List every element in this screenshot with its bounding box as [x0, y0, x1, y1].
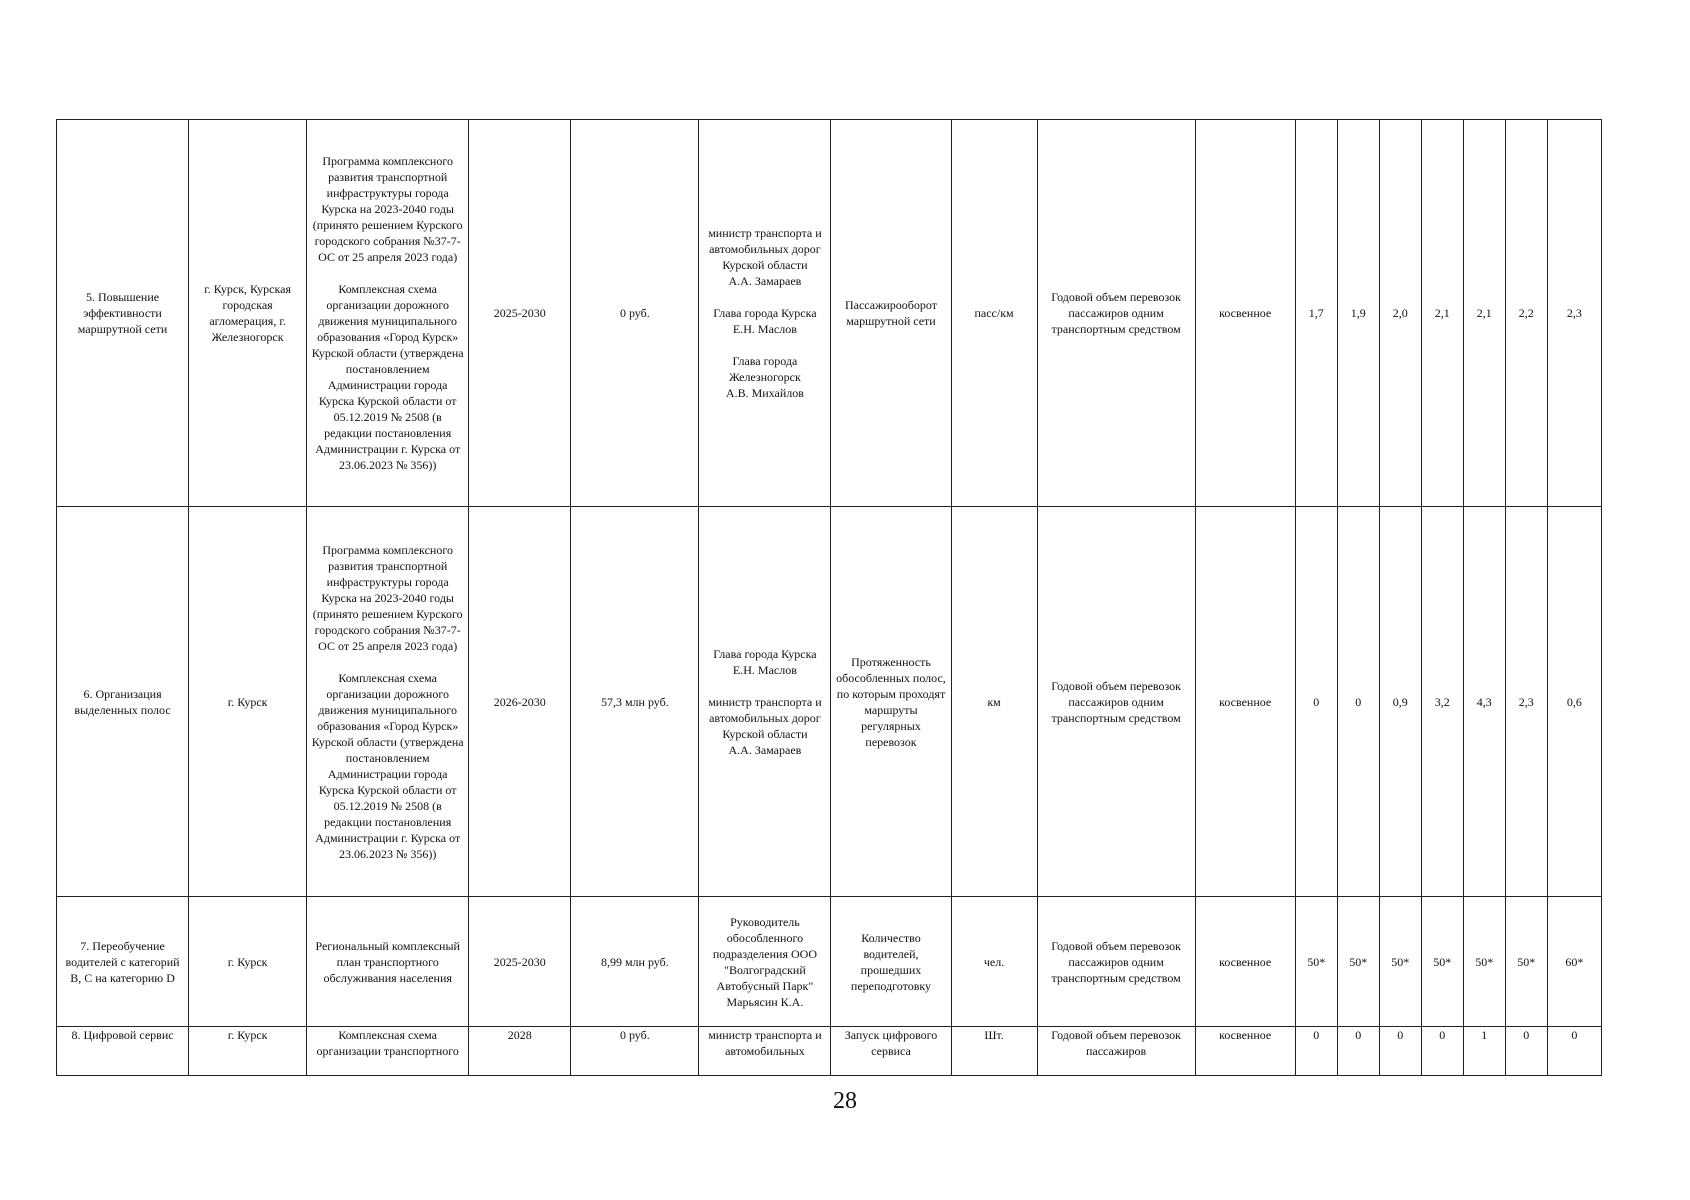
value-cell: 50* [1463, 897, 1505, 1027]
value-cell: 1,9 [1337, 120, 1379, 507]
value-cell: 2,1 [1421, 120, 1463, 507]
value-cell: 2,3 [1547, 120, 1601, 507]
value-cell: 2,0 [1379, 120, 1421, 507]
basis-documents: Комплексная схема организации транспортного [307, 1027, 469, 1076]
value-cell: 60* [1547, 897, 1601, 1027]
period: 2028 [469, 1027, 571, 1076]
value-cell: 0,6 [1547, 507, 1601, 897]
unit: Шт. [951, 1027, 1037, 1076]
cost: 8,99 млн руб. [571, 897, 699, 1027]
value-cell: 50* [1421, 897, 1463, 1027]
indicator: Количество водителей, прошедших переподготовку [831, 897, 951, 1027]
cost: 0 руб. [571, 120, 699, 507]
territory: г. Курск, Курская городская агломерация, г. Железногорск [189, 120, 307, 507]
basis-documents: Программа комплексного развития транспортной инфраструктуры города Курска на 2023-2040 годы (принято решением Курского городского собрания №37-7-ОС от 25 апреля 2023 года) Комплексная схема организации дорожного движения муниципального образования «Город Курск» Курской области (утверждена постановлением Администрации города Курска Курской области от 05.12.2019 № 2508 (в редакции постановления Администрации г. Курска от 23.06.2023 № 356)) [307, 120, 469, 507]
basis-documents: Программа комплексного развития транспортной инфраструктуры города Курска на 2023-2040 годы (принято решением Курского городского собрания №37-7-ОС от 25 апреля 2023 года) Комплексная схема организации дорожного движения муниципального образования «Город Курск» Курской области (утверждена постановлением Администрации города Курска Курской области от 05.12.2019 № 2508 (в редакции постановления Администрации г. Курска от 23.06.2023 № 356)) [307, 507, 469, 897]
value-cell: 4,3 [1463, 507, 1505, 897]
value-cell: 1 [1463, 1027, 1505, 1076]
measures-table [56, 119, 1602, 1076]
value-cell: 50* [1505, 897, 1547, 1027]
value-cell: 3,2 [1421, 507, 1463, 897]
unit: км [951, 507, 1037, 897]
value-cell: 50* [1379, 897, 1421, 1027]
measure-name: 8. Цифровой сервис [57, 1027, 189, 1076]
value-cell: 50* [1337, 897, 1379, 1027]
indicator: Пассажирооборот маршрутной сети [831, 120, 951, 507]
basis-documents: Региональный комплексный план транспортного обслуживания населения [307, 897, 469, 1027]
effect: Годовой объем перевозок пассажиров одним транспортным средством [1037, 897, 1195, 1027]
value-cell: 0 [1379, 1027, 1421, 1076]
value-cell: 2,1 [1463, 120, 1505, 507]
table-row [57, 897, 1602, 1027]
cost: 57,3 млн руб. [571, 507, 699, 897]
value-cell: 0 [1421, 1027, 1463, 1076]
table-row [57, 507, 1602, 897]
effect: Годовой объем перевозок пассажиров одним транспортным средством [1037, 120, 1195, 507]
value-cell: 50* [1295, 897, 1337, 1027]
period: 2026-2030 [469, 507, 571, 897]
responsible: министр транспорта и автомобильных [699, 1027, 831, 1076]
territory: г. Курск [189, 507, 307, 897]
responsible: Руководитель обособленного подразделения ООО "Волгоградский Автобусный Парк" Марьясин К.А. [699, 897, 831, 1027]
table-row [57, 1027, 1602, 1076]
effect-type: косвенное [1195, 507, 1295, 897]
value-cell: 0,9 [1379, 507, 1421, 897]
effect: Годовой объем перевозок пассажиров одним транспортным средством [1037, 507, 1195, 897]
effect-type: косвенное [1195, 897, 1295, 1027]
effect-type: косвенное [1195, 120, 1295, 507]
territory: г. Курск [189, 897, 307, 1027]
value-cell: 0 [1295, 507, 1337, 897]
value-cell: 1,7 [1295, 120, 1337, 507]
measure-name: 6. Организация выделенных полос [57, 507, 189, 897]
territory: г. Курск [189, 1027, 307, 1076]
measure-name: 7. Переобучение водителей с категорий B, C на категорию D [57, 897, 189, 1027]
unit: чел. [951, 897, 1037, 1027]
unit: пасс/км [951, 120, 1037, 507]
value-cell: 0 [1547, 1027, 1601, 1076]
value-cell: 0 [1295, 1027, 1337, 1076]
value-cell: 2,3 [1505, 507, 1547, 897]
value-cell: 0 [1505, 1027, 1547, 1076]
cost: 0 руб. [571, 1027, 699, 1076]
responsible: Глава города Курска Е.Н. Маслов министр транспорта и автомобильных дорог Курской области А.А. Замараев [699, 507, 831, 897]
value-cell: 2,2 [1505, 120, 1547, 507]
value-cell: 0 [1337, 1027, 1379, 1076]
period: 2025-2030 [469, 897, 571, 1027]
indicator: Запуск цифрового сервиса [831, 1027, 951, 1076]
measure-name: 5. Повышение эффективности маршрутной сети [57, 120, 189, 507]
page-number: 28 [833, 1088, 857, 1114]
indicator: Протяженность обособленных полос, по которым проходят маршруты регулярных перевозок [831, 507, 951, 897]
table-row [57, 120, 1602, 507]
effect: Годовой объем перевозок пассажиров [1037, 1027, 1195, 1076]
value-cell: 0 [1337, 507, 1379, 897]
effect-type: косвенное [1195, 1027, 1295, 1076]
period: 2025-2030 [469, 120, 571, 507]
responsible: министр транспорта и автомобильных дорог Курской области А.А. Замараев Глава города Курска Е.Н. Маслов Глава города Железногорск А.В. Михайлов [699, 120, 831, 507]
